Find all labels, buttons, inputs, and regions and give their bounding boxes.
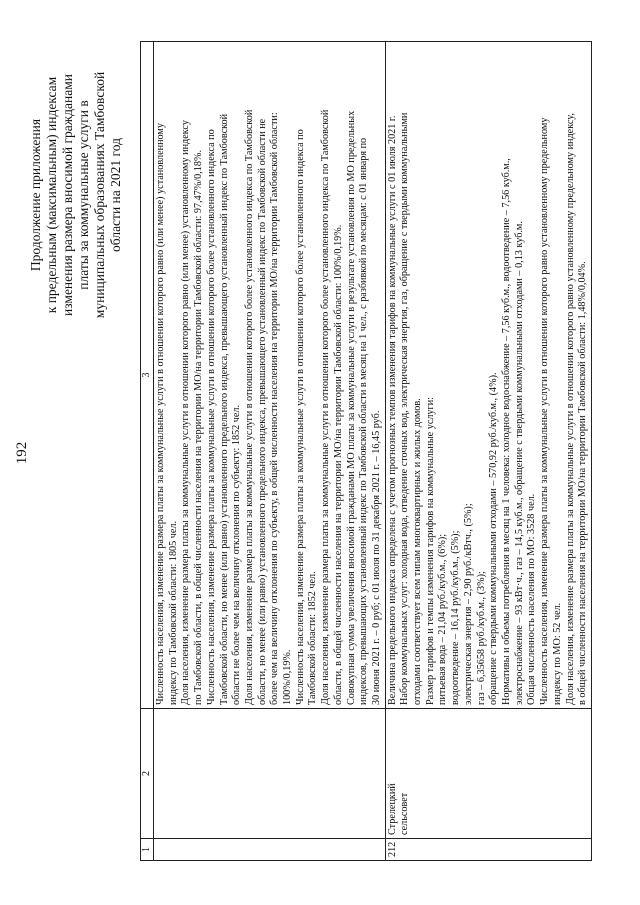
heading-line: муниципальных образованиях Тамбовской xyxy=(92,71,107,319)
details-cell xyxy=(385,42,591,709)
text-line: Совокупная сумма увеличения вносимой гражданами МО платы за коммунальные услуги в результате установления по МО предельных xyxy=(345,110,357,705)
text-line: Набор коммунальных услуг: холодная вода, отведение сточных вод, электрическая энергия, газ, обращение с твердыми коммунальными xyxy=(399,112,411,705)
text-line: отходами соответствует всем типам многоквартирных и жилых домов. xyxy=(412,398,424,705)
appendix-heading xyxy=(28,45,124,345)
heading-line: области на 2021 год xyxy=(108,138,123,252)
text-line: Величина предельного индекса определена с учетом прогнозных темпов изменения тарифов на коммунальные услуги с 01 июля 2021 г. xyxy=(386,115,398,705)
text-line: по Тамбовской области, в общей численности населения на территории МО/на территории Тамбовской области: 97,47%/0,18%. xyxy=(193,149,205,705)
row-number-cell xyxy=(154,839,386,861)
municipality-name-line: сельсовет xyxy=(399,792,411,835)
text-line: питьевая вода – 21,04 руб./куб.м., (6%); xyxy=(437,533,449,705)
details-cell xyxy=(154,42,386,709)
text-line: Доля населения, изменение размера платы за коммунальные услуги в отношении которого более установленного индекса по Тамбовской xyxy=(243,109,255,705)
text-line: Тамбовской области, но менее (или равно) установленного предельного индекса, превышающего установленный индекс по Тамбовской xyxy=(218,113,230,705)
text-line: индексу по Тамбовской области: 1805 чел. xyxy=(167,520,179,705)
text-line: газ – 6,35658 руб./куб.м., (3%); xyxy=(475,571,487,705)
text-line: водоотведение – 16,14 руб./куб.м., (5%); xyxy=(450,530,462,705)
indices-table xyxy=(140,41,592,861)
text-line: Тамбовской области: 1852 чел. xyxy=(307,571,319,705)
text-line: Доля населения, изменение размера платы за коммунальные услуги в отношении которого более установленного индекса по Тамбовской xyxy=(320,109,332,705)
text-line: области, в общей численности населения на территории МО/на территории Тамбовской области: 100%/0,19%. xyxy=(332,224,344,705)
row-number-cell: 212 xyxy=(385,839,591,861)
table-row xyxy=(385,42,591,861)
heading-line: к предельным (максимальным) индексам xyxy=(44,76,59,314)
text-line: Размер тарифов и темпы изменения тарифов на коммунальные услуги: xyxy=(424,397,436,705)
header-cell: 2 xyxy=(141,709,154,839)
text-line: в общей численности населения на территории МО/на территории Тамбовской области: 1,48%/0,04%. xyxy=(577,261,589,705)
header-cell: 3 xyxy=(141,42,154,709)
municipality-name-line: Стрелецкий xyxy=(386,783,398,835)
text-line: области не более чем на величину отклонения по субъекту: 1852 чел. xyxy=(231,404,243,705)
text-line: электрическая энергия – 2,90 руб./кВтч., (5%); xyxy=(462,503,474,705)
heading-line: изменения размера вносимой гражданами xyxy=(60,74,75,316)
text-line: 30 июня 2021 г. – 0 руб; с 01 июля по 31 декабря 2021 г. – 16,45 руб. xyxy=(370,410,382,705)
heading-line: Продолжение приложения xyxy=(28,118,43,272)
text-line: Численность населения, изменение размера платы за коммунальные услуги в отношении которого равно (или менее) установленному xyxy=(155,123,166,705)
heading-line: платы за коммунальные услуги в xyxy=(76,100,91,290)
text-line: обращение с твердыми коммунальными отходами – 570,92 руб./куб.м., (4%). xyxy=(488,372,500,705)
text-line: Доля населения, изменение размера платы за коммунальные услуги в отношении которого равно установленному предельному индексу, xyxy=(564,113,576,705)
table-row xyxy=(154,42,386,861)
text-line: Численность населения, изменение размера платы за коммунальные услуги в отношении которого более установленного индекса по xyxy=(294,129,306,705)
text-line: области, но менее (или равно) установленного предельного индекса, превышающего установленный индекс по Тамбовской области не xyxy=(256,118,268,705)
municipality-cell xyxy=(385,709,591,839)
text-line: индексу по МО: 52 чел. xyxy=(551,602,563,705)
text-line: Численность населения, изменение размера платы за коммунальные услуги в отношении которого более установленного индекса по xyxy=(205,129,217,705)
table-header-row xyxy=(141,42,154,861)
page-number: 192 xyxy=(14,441,30,465)
text-line: 100%/0,19%. xyxy=(282,649,294,705)
municipality-cell xyxy=(154,709,386,839)
text-line: Нормативы и объемы потребления в месяц на 1 человека: холодное водоснабжение – 7,56 куб.м., водоотведение – 7,56 куб.м., xyxy=(500,158,512,705)
text-line: более чем на величину отклонения по субъекту, в общей численности населения на территории МО/на территории Тамбовской области: xyxy=(269,112,281,705)
text-line: индексов, превышающих установленный индекс по Тамбовской области в месяц на 1 чел., с разбивкой по месяцам: с 01 января по xyxy=(358,137,370,705)
text-line: электроснабжение – 93 кВт·ч., газ – 14,5 куб.м., обращение с твердыми коммунальными отходами – 0,13 куб.м. xyxy=(513,221,525,705)
text-line: Общая численность населения по МО: 3528 чел. xyxy=(526,493,538,705)
header-cell: 1 xyxy=(141,839,154,861)
text-line: Доля населения, изменение размера платы за коммунальные услуги в отношении которого равно (или менее) установленному индексу xyxy=(180,120,192,705)
text-line: Численность населения, изменение размера платы за коммунальные услуги в отношении которого равно установленному предельному xyxy=(539,117,551,705)
